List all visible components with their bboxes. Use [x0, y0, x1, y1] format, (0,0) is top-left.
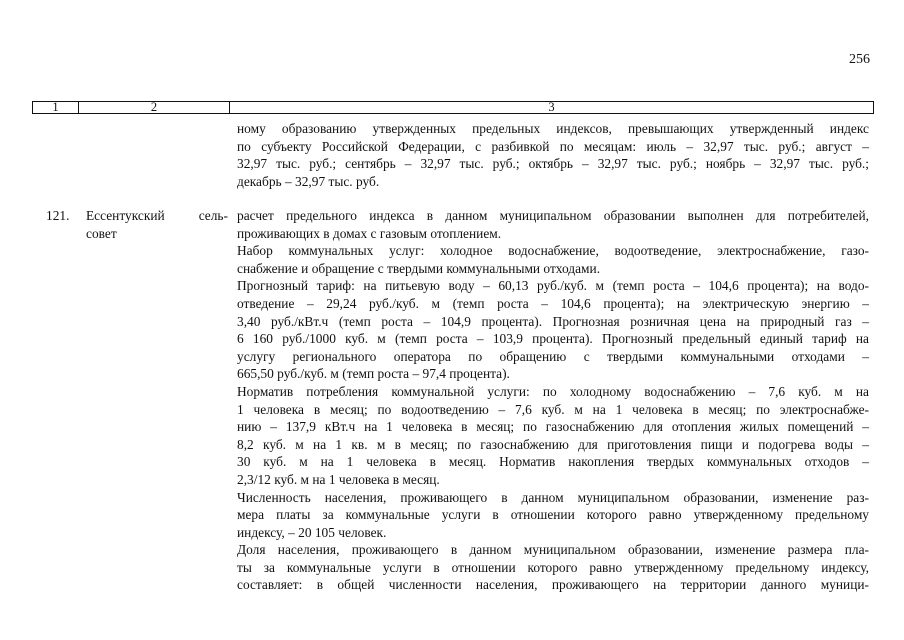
text-line: 3,40 руб./кВт.ч (темп роста – 104,9 процента). Прогнозная розничная цена на природный газ – [237, 313, 869, 329]
paragraph [237, 489, 869, 542]
text-line: снабжение и обращение с твердыми коммунальными отходами. [237, 260, 601, 276]
text-line: проживающих в домах с газовым отоплением. [237, 225, 502, 241]
header-col-1: 1 [33, 102, 79, 113]
text-line: Норматив потребления коммунальной услуги: по холодному водоснабжению – 7,6 куб. м на [237, 383, 869, 399]
paragraph [237, 277, 869, 383]
row-number: 121. [46, 208, 70, 223]
paragraph [237, 242, 869, 277]
paragraph [237, 383, 869, 489]
text-line: Набор коммунальных услуг: холодное водоснабжение, водоотведение, электроснабжение, газо- [237, 243, 869, 259]
header-col-2: 2 [79, 102, 230, 113]
text-line: Прогнозный тариф: на питьевую воду – 60,13 руб./куб. м (темп роста – 104,6 процента); на водо- [237, 278, 869, 294]
text-line: 30 куб. м на 1 человека в месяц. Норматив накопления твердых коммунальных отходов – [237, 454, 869, 470]
text-line: услугу регионального оператора по обращению с твердыми коммунальными отходами – [237, 348, 869, 364]
text-line: 665,50 руб./куб. м (темп роста – 97,4 процента). [237, 366, 510, 382]
text-line: декабрь – 32,97 тыс. руб. [237, 173, 380, 189]
page-number: 256 [849, 52, 870, 67]
text-line: по субъекту Российской Федерации, с разбивкой по месяцам: июль – 32,97 тыс. руб.; август – [237, 138, 869, 154]
row-name-line: совет [86, 225, 117, 241]
continuation-text [237, 120, 869, 190]
header-col-3: 3 [548, 100, 555, 114]
text-line: 1 человека в месяц; по водоотведению – 7,6 куб. м на 1 человека в месяц; по электроснабже- [237, 401, 869, 417]
text-line: Доля населения, проживающего в данном муниципальном образовании, изменение размера пла- [237, 542, 869, 558]
text-line: Численность населения, проживающего в данном муниципальном образовании, изменение раз- [237, 489, 869, 505]
text-line: 8,2 куб. м на 1 кв. м в месяц; по газоснабжению для приготовления пищи и подогрева воды – [237, 436, 869, 452]
paragraph [237, 207, 869, 242]
paragraph [237, 541, 869, 594]
row-name-part: сель- [198, 208, 228, 223]
text-line: ному образованию утвержденных предельных индексов, превышающих утвержденный индекс [237, 121, 869, 136]
text-line: нию – 137,9 кВт.ч на 1 человека в месяц; по газоснабжению для отопления жилых помещений – [237, 419, 869, 435]
text-line: мера платы за коммунальные услуги в отношении которого равно утвержденному предельному [237, 507, 869, 523]
text-line: 6 160 руб./1000 куб. м (темп роста – 103,9 процента). Прогнозный предельный единый тариф на [237, 331, 869, 347]
text-line: 32,97 тыс. руб.; сентябрь – 32,97 тыс. руб.; октябрь – 32,97 тыс. руб.; ноябрь – 32,97 тыс. руб.; [237, 156, 869, 172]
text-line: составляет: в общей численности населения, проживающего на территории данного муници- [237, 577, 869, 593]
text-line: расчет предельного индекса в данном муниципальном образовании выполнен для потребителей, [237, 208, 869, 223]
text-line: индексу, – 20 105 человек. [237, 524, 387, 540]
text-line: отведение – 29,24 руб./куб. м (темп роста – 104,6 процента); на электрическую энергию – [237, 295, 869, 311]
text-line: ты за коммунальные услуги в отношении которого равно утвержденному предельному индексу, [237, 559, 869, 575]
row-name [86, 207, 228, 242]
row-name-part: Ессентукский [86, 208, 165, 223]
table-header-row [32, 101, 874, 114]
row-description [237, 207, 869, 594]
text-line: 2,3/12 куб. м на 1 человека в месяц. [237, 471, 440, 487]
